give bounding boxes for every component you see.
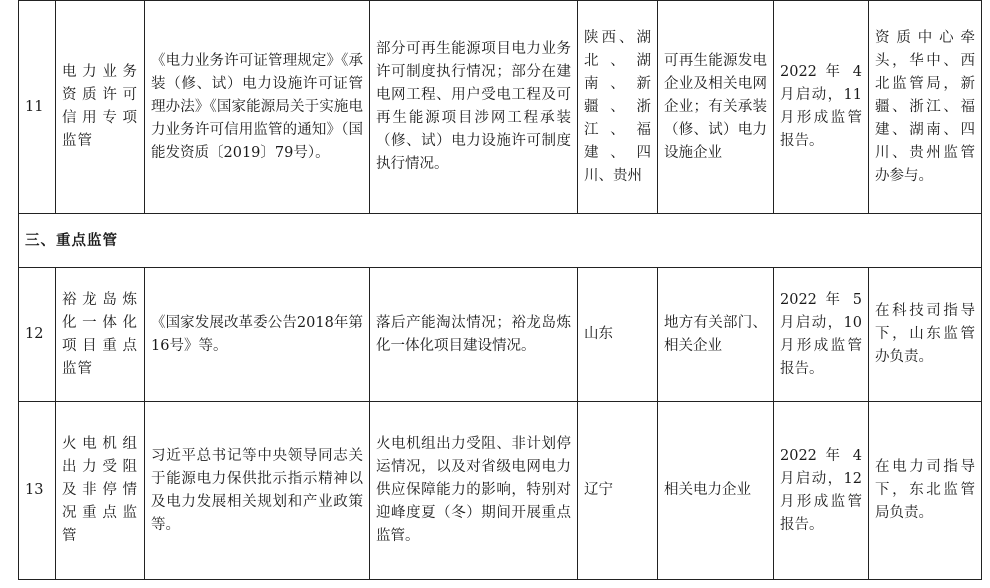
section-row (19, 214, 982, 268)
row-number: 12 (19, 268, 56, 402)
item-content: 落后产能淘汰情况；裕龙岛炼化一体化项目建设情况。 (370, 268, 578, 402)
item-region: 山东 (578, 268, 658, 402)
item-region: 辽宁 (578, 402, 658, 580)
table-row-11 (19, 1, 982, 214)
item-content: 火电机组出力受阻、非计划停运情况，以及对省级电网电力供应保障能力的影响，特别对迎峰度夏（冬）期间开展重点监管。 (370, 402, 578, 580)
item-basis: 习近平总书记等中央领导同志关于能源电力保供批示指示精神以及电力发展相关规划和产业政策等。 (145, 402, 370, 580)
item-name: 电力业务资质许可信用专项监管 (56, 1, 145, 214)
supervision-table (18, 0, 982, 580)
table-row-13 (19, 402, 982, 580)
item-target: 地方有关部门、相关企业 (658, 268, 774, 402)
item-time: 2022 年 4月启动，12月形成监管报告。 (774, 402, 869, 580)
item-target: 相关电力企业 (658, 402, 774, 580)
item-org: 在电力司指导下，东北监管局负责。 (869, 402, 982, 580)
item-time: 2022 年 5月启动，10月形成监管报告。 (774, 268, 869, 402)
section-title: 三、重点监管 (19, 214, 982, 268)
item-time: 2022 年 4月启动，11月形成监管报告。 (774, 1, 869, 214)
item-content: 部分可再生能源项目电力业务许可制度执行情况；部分在建电网工程、用户受电工程及可再生能源项目涉网工程承装（修、试）电力设施许可制度执行情况。 (370, 1, 578, 214)
item-name: 裕龙岛炼化一体化项目重点监管 (56, 268, 145, 402)
item-basis: 《国家发展改革委公告2018年第16号》等。 (145, 268, 370, 402)
row-number: 13 (19, 402, 56, 580)
item-name: 火电机组出力受阻及非停情况重点监管 (56, 402, 145, 580)
item-org: 在科技司指导下，山东监管办负责。 (869, 268, 982, 402)
item-target: 可再生能源发电企业及相关电网企业；有关承装（修、试）电力设施企业 (658, 1, 774, 214)
item-region: 陕西、湖北、湖南、新疆、浙江、福建、四川、贵州 (578, 1, 658, 214)
item-org: 资质中心牵头，华中、西北监管局，新疆、浙江、福建、湖南、四川、贵州监管办参与。 (869, 1, 982, 214)
table-row-12 (19, 268, 982, 402)
item-basis: 《电力业务许可证管理规定》《承装（修、试）电力设施许可证管理办法》《国家能源局关于实施电力业务许可信用监管的通知》（国能发资质〔2019〕79号）。 (145, 1, 370, 214)
row-number: 11 (19, 1, 56, 214)
